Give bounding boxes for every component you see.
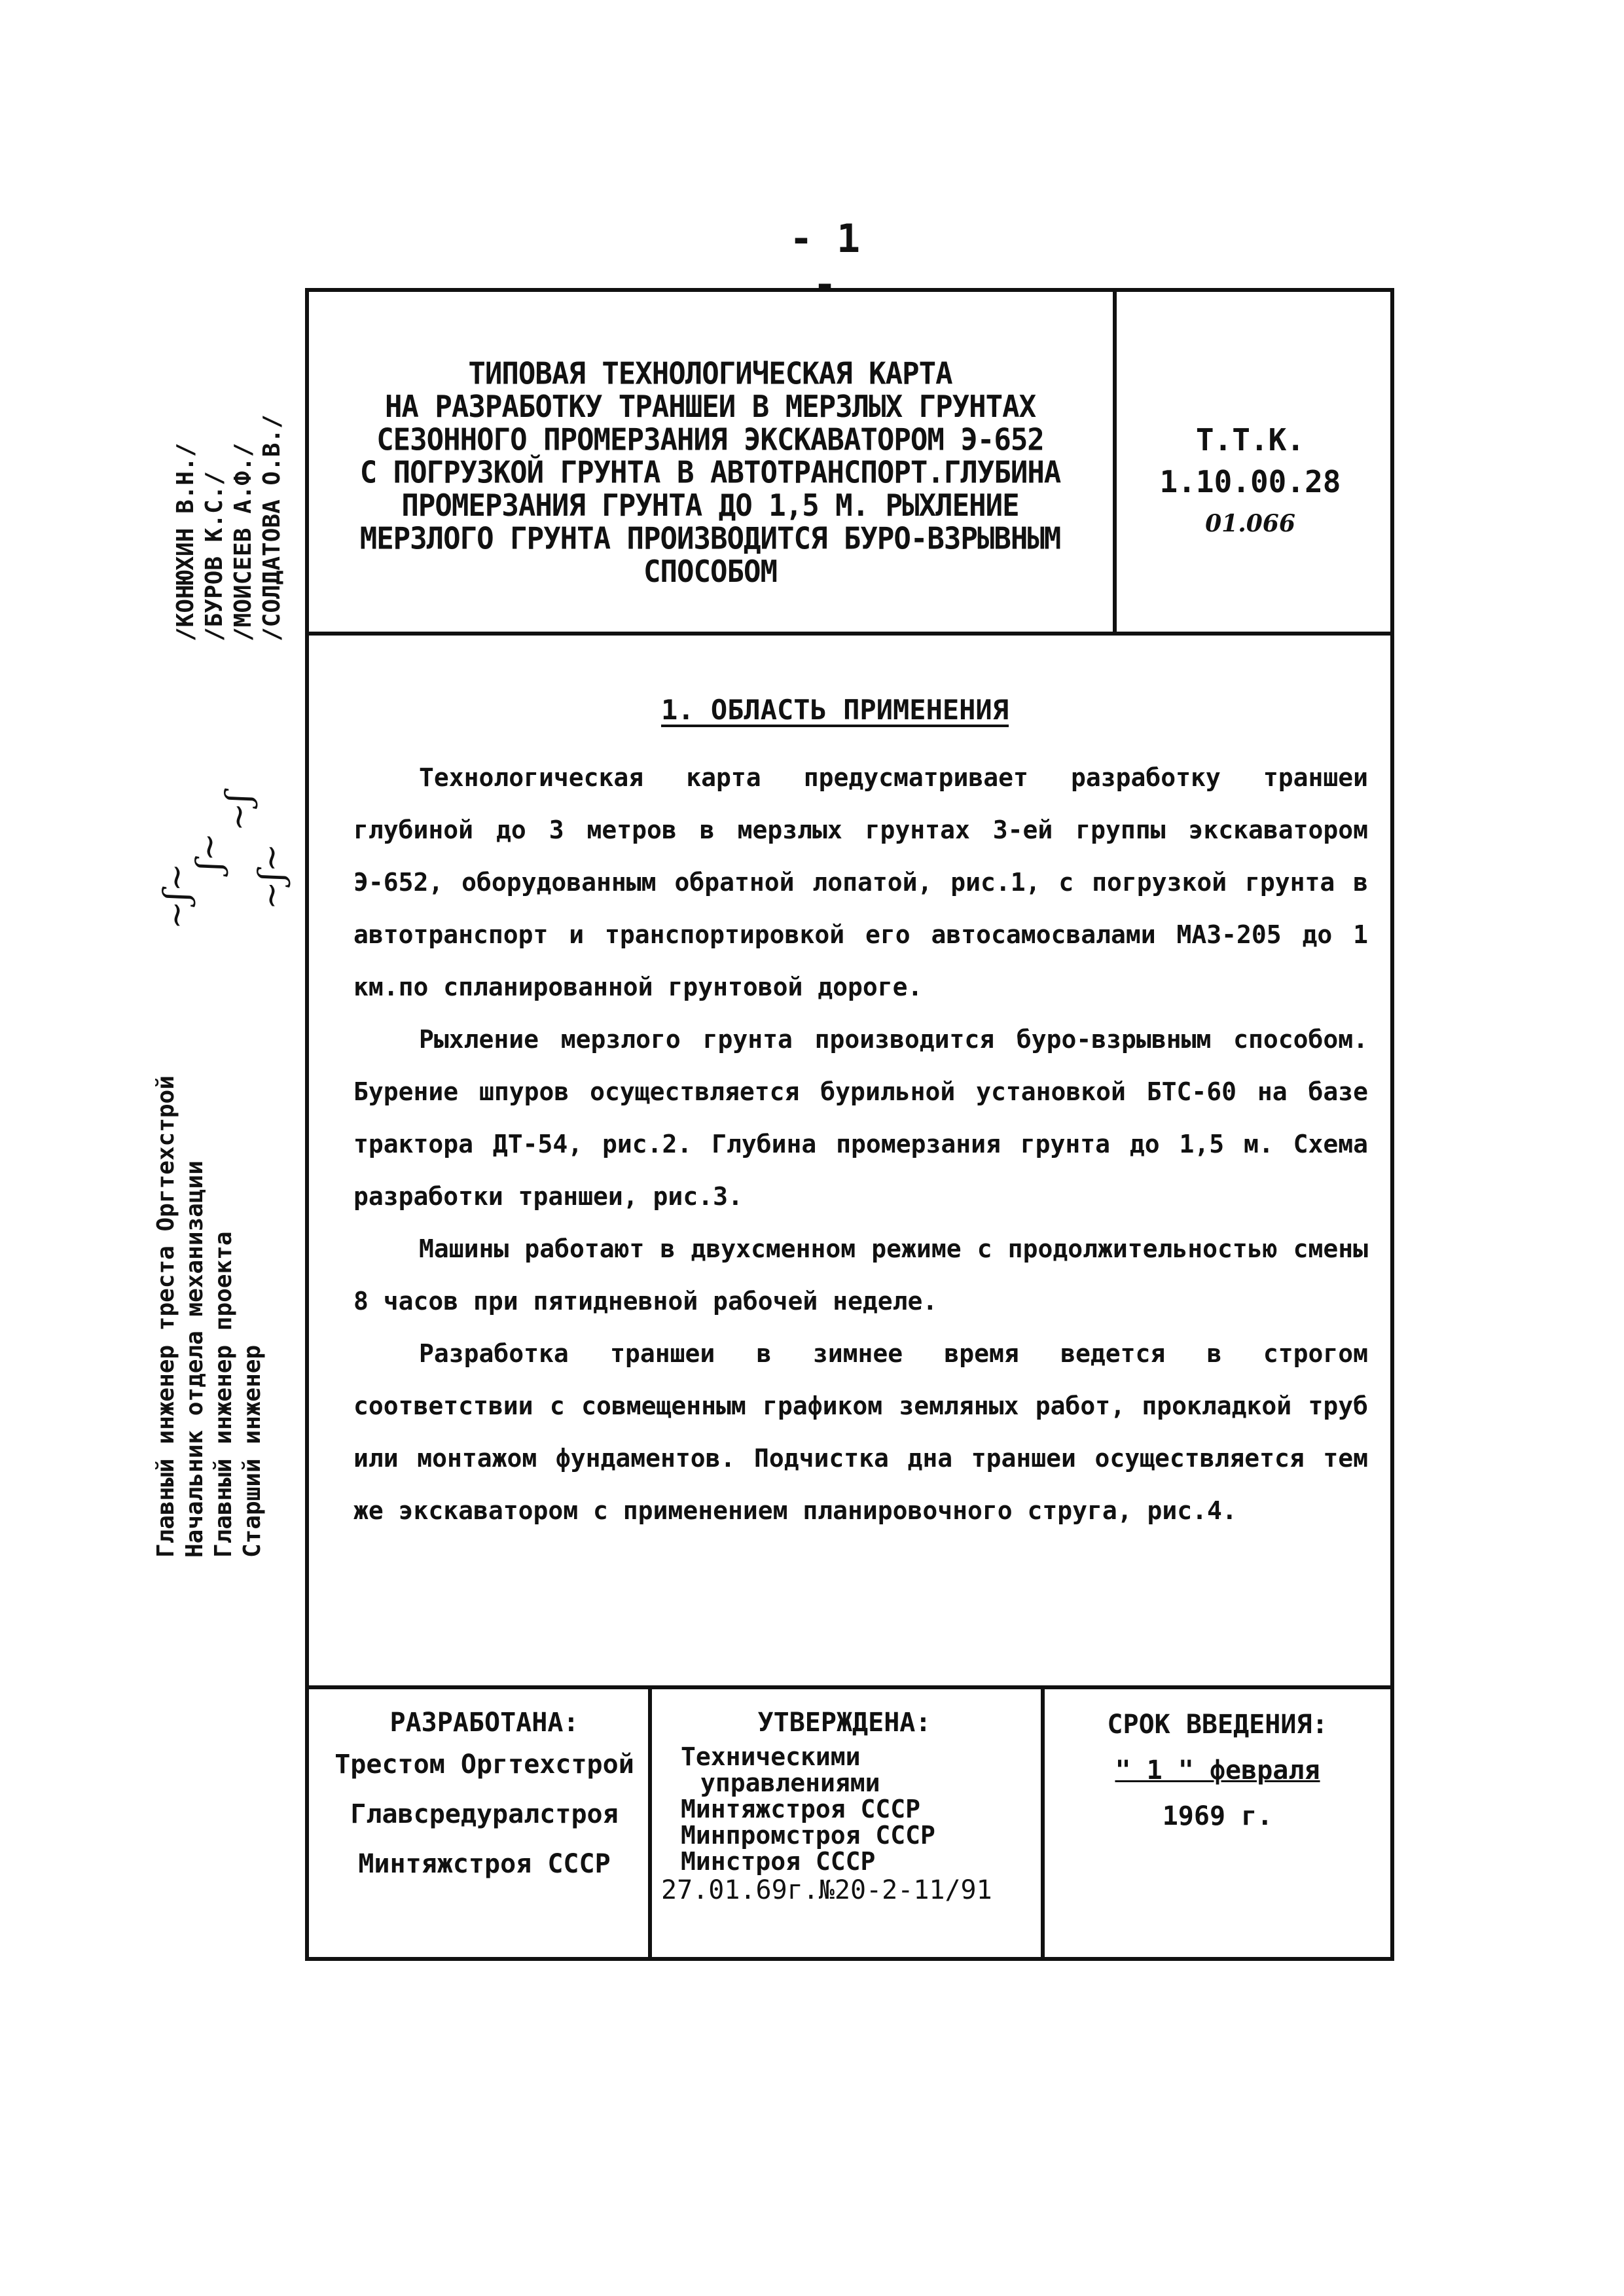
effective-year: 1969 г. xyxy=(1162,1801,1273,1831)
title-line: ТИПОВАЯ ТЕХНОЛОГИЧЕСКАЯ КАРТА xyxy=(468,356,952,392)
developed-line: Трестом Оргтехстрой xyxy=(334,1749,634,1780)
approved-heading: УТВЕРЖДЕНА: xyxy=(757,1708,931,1738)
title-line: ПРОМЕРЗАНИЯ ГРУНТА ДО 1,5 М. РЫХЛЕНИЕ xyxy=(401,488,1019,524)
side-names xyxy=(171,414,287,641)
title-line: СПОСОБОМ xyxy=(643,554,777,590)
name-line: /КОНЮХИН В.Н./ xyxy=(172,442,199,641)
title-divider-vertical xyxy=(1113,288,1117,635)
page-number: - 1 - xyxy=(789,216,861,308)
section-heading: 1. ОБЛАСТЬ ПРИМЕНЕНИЯ xyxy=(661,694,1009,726)
approved-line: управлениями xyxy=(700,1768,880,1797)
side-roles xyxy=(152,1075,267,1558)
role-line: Главный инженер проекта xyxy=(210,1231,237,1558)
developed-line: Минтяжстроя СССР xyxy=(358,1849,611,1879)
name-line: /БУРОВ К.С./ xyxy=(201,471,228,641)
title-bottom-rule xyxy=(305,632,1394,636)
approved-line: Минпромстроя СССР xyxy=(681,1821,935,1850)
code-line-2: 1.10.00.28 xyxy=(1159,464,1341,499)
name-line: /МОИСЕЕВ А.Ф./ xyxy=(230,442,257,641)
paragraph: Разработка траншеи в зимнее время ведется в строгом соответствии с совмещенным графиком земляных работ, прокладкой труб или монтажом фундаментов. Подчистка дна траншеи осуществляется тем же экскаватором с применением планировочного струга, рис.4. xyxy=(353,1339,1368,1525)
code-line-1: Т.Т.К. xyxy=(1195,422,1305,457)
paragraph: Технологическая карта предусматривает разработку траншеи глубиной до 3 метров в мерзлых грунтах 3-ей группы экскаватором Э-652, оборудованным обратной лопатой, рис.1, с погрузкой грунта в автотранспорт и транспортировкой его автосамосвалами МАЗ-205 до 1 км.по спланированной грунтовой дороге. xyxy=(353,763,1368,1001)
developed-heading: РАЗРАБОТАНА: xyxy=(389,1708,579,1738)
role-line: Начальник отдела механизации xyxy=(181,1160,208,1558)
effective-date xyxy=(1047,1702,1388,1839)
signature-mark: ~ʃ~ xyxy=(252,843,291,910)
role-line: Старший инженер xyxy=(239,1344,266,1558)
developed-by xyxy=(314,1702,655,1885)
title-line: НА РАЗРАБОТКУ ТРАНШЕИ В МЕРЗЛЫХ ГРУНТАХ xyxy=(384,389,1036,425)
title-line: СЕЗОННОГО ПРОМЕРЗАНИЯ ЭКСКАВАТОРОМ Э-652 xyxy=(376,422,1044,457)
footer-top-rule xyxy=(305,1685,1394,1689)
footer-divider-2 xyxy=(1041,1685,1045,1961)
card-code xyxy=(1123,419,1378,545)
approved-by xyxy=(661,1702,1028,1906)
effective-day: " 1 " февраля xyxy=(1115,1755,1320,1785)
section-body xyxy=(353,751,1368,1537)
effective-heading: СРОК ВВЕДЕНИЯ: xyxy=(1107,1710,1328,1740)
developed-line: Главсредуралстроя xyxy=(350,1799,619,1829)
role-line: Главный инженер треста Оргтехстрой xyxy=(153,1075,179,1558)
paragraph: Рыхление мерзлого грунта производится буро-взрывным способом. Бурение шпуров осуществляется бурильной установкой БТС-60 на базе трактора ДТ-54, рис.2. Глубина промерзания грунта до 1,5 м. Схема разработки траншеи, рис.3. xyxy=(353,1025,1368,1211)
name-line: /СОЛДАТОВА О.В./ xyxy=(259,414,285,641)
code-handwritten: 01.066 xyxy=(1205,510,1295,537)
title-line: С ПОГРУЗКОЙ ГРУНТА В АВТОТРАНСПОРТ.ГЛУБИНА xyxy=(359,455,1061,491)
title-line: МЕРЗЛОГО ГРУНТА ПРОИЗВОДИТСЯ БУРО-ВЗРЫВНЫМ xyxy=(359,521,1061,557)
paragraph: Машины работают в двухсменном режиме с продолжительностью смены 8 часов при пятидневной рабочей неделе. xyxy=(353,1234,1368,1316)
signature-mark: ʃ~ xyxy=(190,833,229,870)
approved-date: 27.01.69г.№20-2-11/91 xyxy=(661,1875,992,1905)
approved-line: Минстроя СССР xyxy=(681,1847,876,1876)
signature-mark: ~ʃ~ xyxy=(157,863,196,929)
signature-mark: ~ʃ xyxy=(219,793,259,831)
approved-line: Техническими xyxy=(681,1742,861,1771)
document-title xyxy=(327,358,1093,589)
approved-line: Минтяжстроя СССР xyxy=(681,1795,921,1823)
